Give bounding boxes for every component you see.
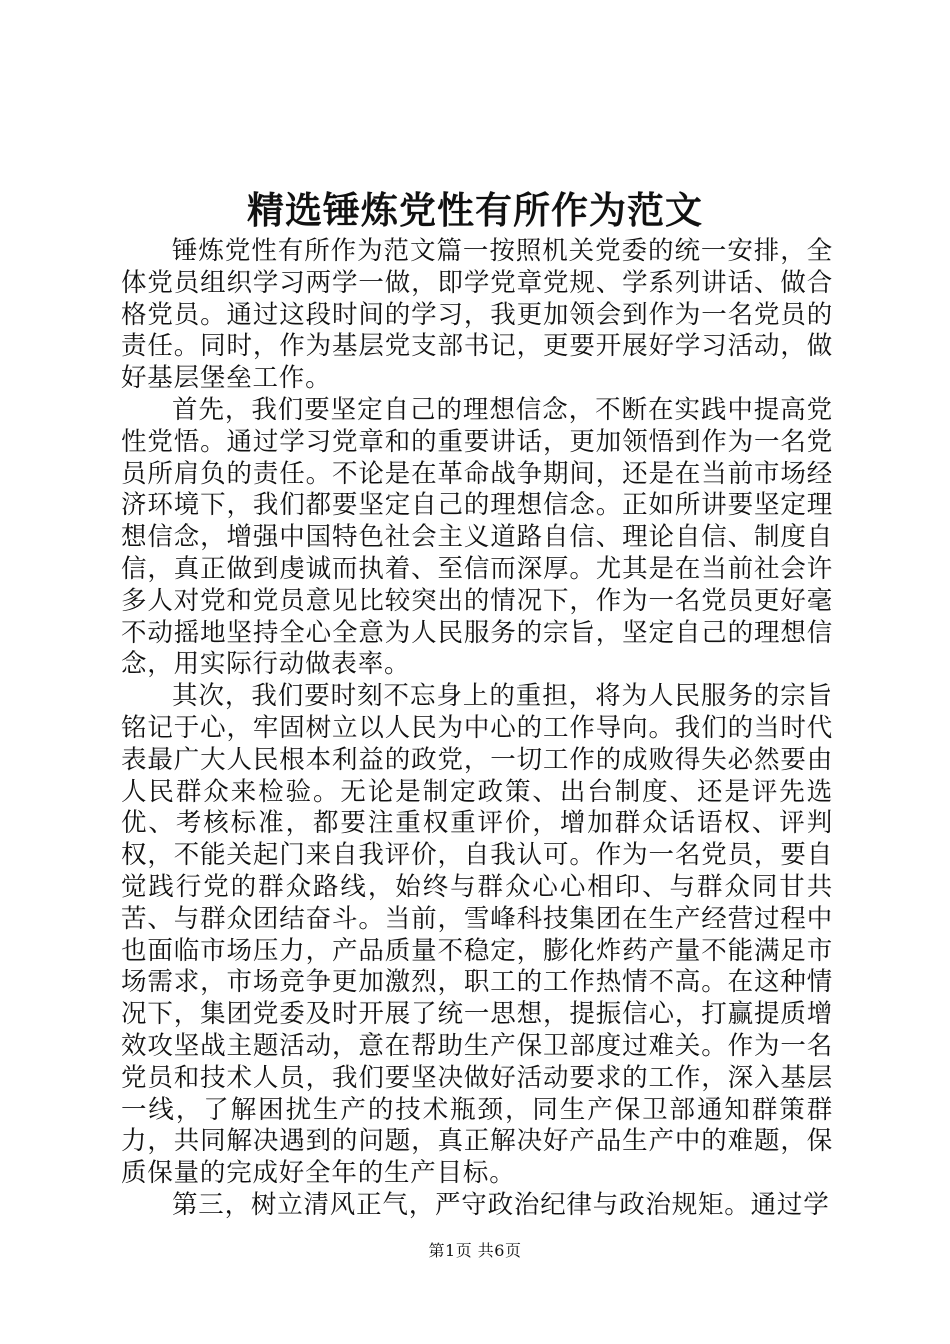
document-body bbox=[121, 236, 833, 1222]
paragraph-4: 第三，树立清风正气，严守政治纪律与政治规矩。通过学 bbox=[172, 1189, 830, 1220]
page-number-footer: 第1页 共6页 bbox=[428, 1241, 522, 1260]
paragraph-3: 其次，我们要时刻不忘身上的重担，将为人民服务的宗旨铭记于心，牢固树立以人民为中心的工作导向。我们的当时代表最广大人民根本利益的政党，一切工作的成败得失必然要由人民群众来检验。无论是制定政策、出台制度、还是评先选优、考核标准，都要注重权重评价，增加群众话语权、评判权，不能关起门来自我评价，自我认可。作为一名党员，要自觉践行党的群众路线，始终与群众心心相印、与群众同甘共苦、与群众团结奋斗。当前，雪峰科技集团在生产经营过程中也面临市场压力，产品质量不稳定，膨化炸药产量不能满足市场需求，市场竞争更加激烈，职工的工作热情不高。在这种情况下，集团党委及时开展了统一思想，提振信心，打赢提质增效攻坚战主题活动，意在帮助生产保卫部度过难关。作为一名党员和技术人员，我们要坚决做好活动要求的工作，深入基层一线，了解困扰生产的技术瓶颈，同生产保卫部通知群策群力，共同解决遇到的问题，真正解决好产品生产中的难题，保质保量的完成好全年的生产目标。 bbox=[121, 681, 833, 1189]
paragraph-2: 首先，我们要坚定自己的理想信念，不断在实践中提高党性党悟。通过学习党章和的重要讲话，更加领悟到作为一名党员所肩负的责任。不论是在革命战争期间，还是在当前市场经济环境下，我们都要坚定自己的理想信念。正如所讲要坚定理想信念，增强中国特色社会主义道路自信、理论自信、制度自信，真正做到虔诚而执着、至信而深厚。尤其是在当前社会许多人对党和党员意见比较突出的情况下，作为一名党员更好毫不动摇地坚持全心全意为人民服务的宗旨，坚定自己的理想信念，用实际行动做表率。 bbox=[121, 394, 833, 680]
paragraph-1: 锤炼党性有所作为范文篇一按照机关党委的统一安排，全体党员组织学习两学一做，即学党章党规、学系列讲话、做合格党员。通过这段时间的学习，我更加领会到作为一名党员的责任。同时，作为基层党支部书记，更要开展好学习活动，做好基层堡垒工作。 bbox=[121, 236, 833, 394]
document-title: 精选锤炼党性有所作为范文 bbox=[247, 188, 703, 232]
